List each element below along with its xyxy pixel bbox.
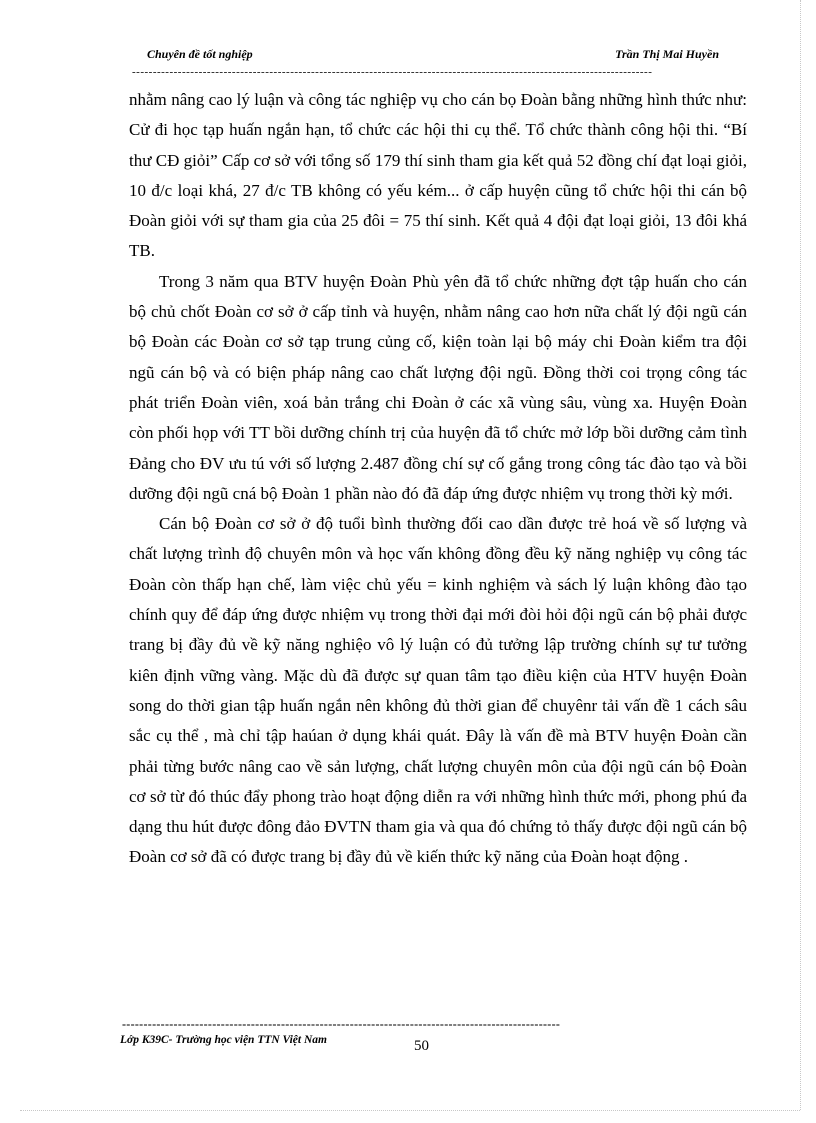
- page-number: 50: [414, 1038, 429, 1054]
- paragraph-2: Trong 3 năm qua BTV huyện Đoàn Phù yên đã tổ chức những đợt tập huấn cho cán bộ chủ chốt Đoàn cơ sở ở cấp tỉnh và huyện, nhằm nâng cao hơn nữa chất lý đội ngũ cán bộ Đoàn các Đoàn cơ sở tạp trung củng cố, kiện toàn lại bộ máy chi Đoàn kiểm tra đội ngũ cán bộ và có biện pháp nâng cao chất lượng đội ngũ. Đồng thời coi trọng công tác phát triển Đoàn viên, xoá bản trắng chi Đoàn ở các xã vùng sâu, vùng xa. Huyện Đoàn còn phối họp với TT bồi dưỡng chính trị của huyện đã tổ chức mở lớp bồi dưỡng cảm tình Đảng cho ĐV ưu tú với số lượng 2.487 đồng chí sự cố gắng trong công tác đào tạo và bồi dưỡng đội ngũ cná bộ Đoàn 1 phần nào đó đã đáp ứng được nhiệm vụ trong thời kỳ mới.: [129, 271, 747, 503]
- paragraph-3: Cán bộ Đoàn cơ sở ở độ tuổi bình thường đối cao dần được trẻ hoá về số lượng và chất lượng trình độ chuyên môn và học vấn không đồng đều kỹ năng nghiệp vụ công tác Đoàn còn thấp hạn chế, làm việc chủ yếu = kinh nghiệm và sách lý luận không đào tạo chính quy để đáp ứng được nhiệm vụ trong thời đại mới đòi hỏi đội ngũ cán bộ phải được trang bị đầy đủ về kỹ năng nghiệo vô lý luận có đủ tưởng lập trường chính sự tư tưởng kiên định vững vàng. Mặc dù đã được sự quan tâm tạo điều kiện của HTV huyện Đoàn song do thời gian tập huấn ngắn nên không đủ thời gian để chuyênr tải vấn đề 1 cách sâu sắc cụ thể , mà chỉ tập haúan ở dụng khái quát. Đây là vấn đề mà BTV huyện Đoàn cần phải từng bước nâng cao về sản lượng, chất lượng chuyên môn của đội ngũ cán bộ Đoàn cơ sở từ đó thúc đẩy phong trào hoạt động diễn ra với những hình thức mới, phong phú đa dạng thu hút được đông đảo ĐVTN tham gia và qua đó chứng tỏ thấy được đội ngũ cán bộ Đoàn cơ sở đã có được trang bị đầy đủ về kiến thức kỹ năng của Đoàn hoạt động .: [129, 514, 747, 867]
- header-divider: -----------------------------------------------------------------------------------------------------------------------------: [132, 66, 653, 78]
- footer-class-info: Lớp K39C- Trường học viện TTN Việt Nam: [120, 1034, 327, 1046]
- page-edge-right: [800, 0, 801, 1110]
- paragraph-1: nhằm nâng cao lý luận và công tác nghiệp vụ cho cán bọ Đoàn bằng những hình thức như: Cử đi học tạp huấn ngắn hạn, tổ chức các hội thi cụ thể. Tổ chức thành công hội thi. “Bí thư CĐ giỏi” Cấp cơ sở với tổng số 179 thí sinh tham gia kết quả 52 đồng chí đạt loại giỏi, 10 đ/c loại khá, 27 đ/c TB không có yếu kém... ở cấp huyện cũng tổ chức hội thi cán bộ Đoàn giỏi với sự tham gia của 25 đôi = 75 thí sinh. Kết quả 4 đội đạt loại giỏi, 13 đôi khá TB.: [129, 90, 747, 261]
- page-edge-bottom: [20, 1110, 800, 1111]
- header-title: Chuyên đề tốt nghiệp: [147, 47, 253, 61]
- footer-divider: ------------------------------------------------------------------------------------------------------: [122, 1018, 561, 1030]
- header-author: Trần Thị Mai Huyền: [615, 47, 719, 61]
- body-text: [129, 85, 747, 873]
